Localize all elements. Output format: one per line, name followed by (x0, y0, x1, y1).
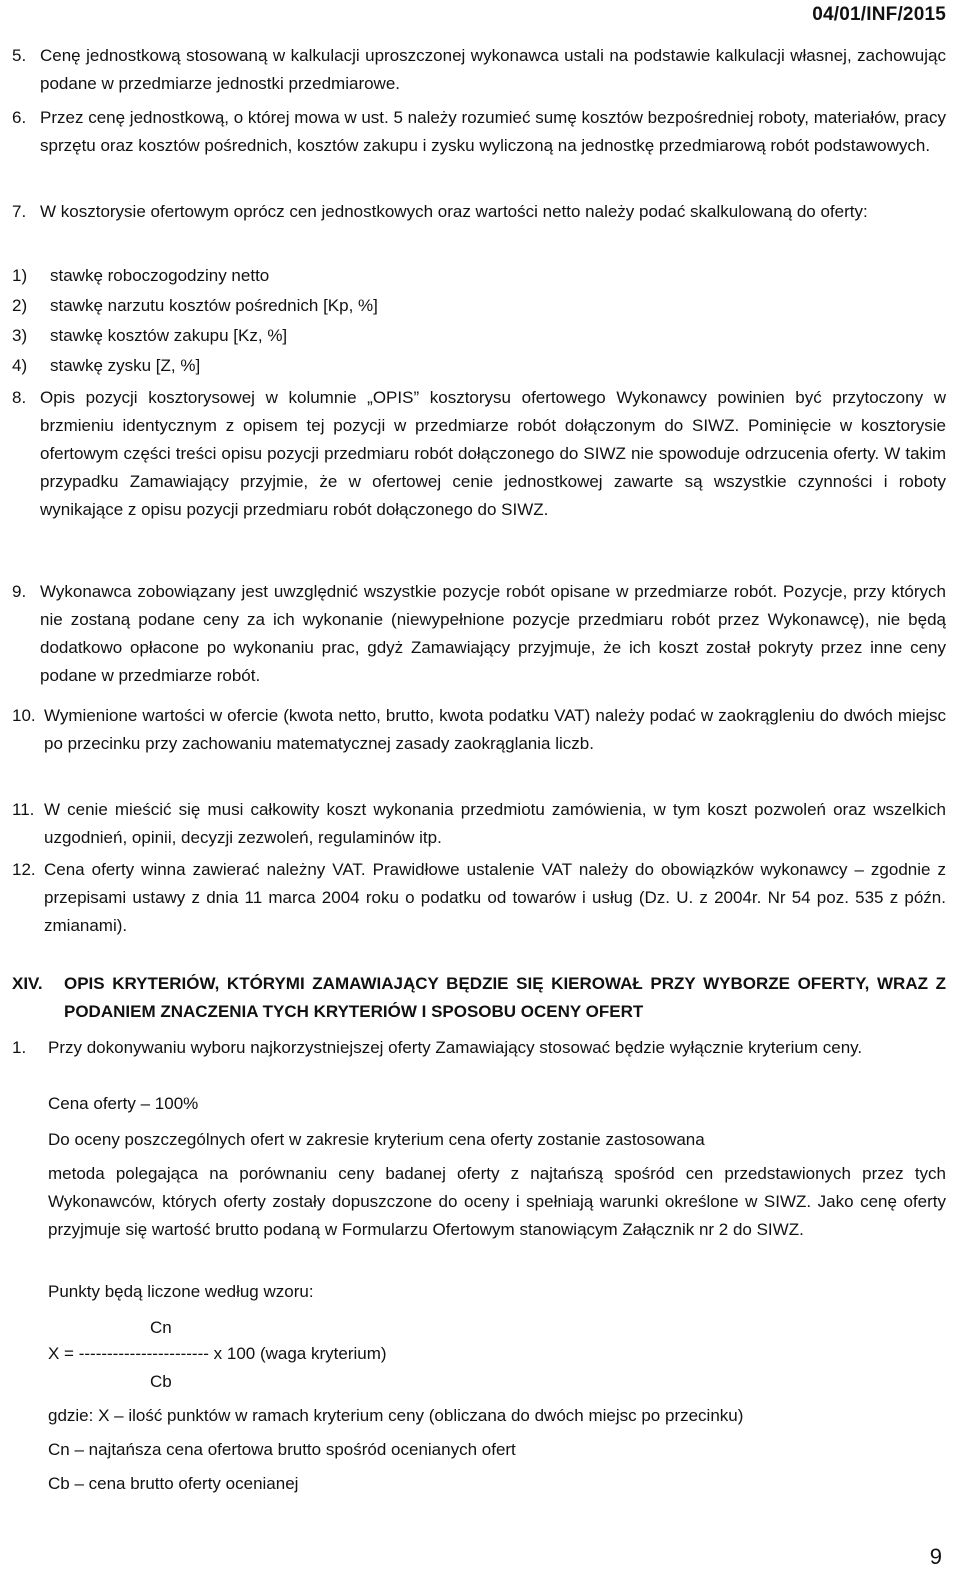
formula-denominator: Cb (150, 1372, 172, 1391)
item-number: 12. (12, 860, 36, 879)
definition-cb: Cb – cena brutto oferty ocenianej (48, 1474, 299, 1493)
item-text: Przez cenę jednostkową, o której mowa w ust. 5 należy rozumieć sumę kosztów bezpośredniej roboty, materiałów, pracy sprzętu oraz kosztów pośrednich, kosztów zakupu i zysku wyliczoną na jednostkę przedmiarową robót podstawowych. (40, 108, 946, 155)
formula-intro: Punkty będą liczone według wzoru: (48, 1282, 314, 1301)
sublist-item (12, 262, 712, 290)
document-code: 04/01/INF/2015 (812, 4, 946, 25)
sublist-item (12, 292, 712, 320)
criteria-item-1 (12, 1034, 946, 1062)
item-text: Przy dokonywaniu wyboru najkorzystniejszej oferty Zamawiający stosować będzie wyłącznie kryterium ceny. (48, 1038, 863, 1057)
list-item-11 (12, 796, 946, 852)
section-title: OPIS KRYTERIÓW, KTÓRYMI ZAMAWIAJĄCY BĘDZIE SIĘ KIEROWAŁ PRZY WYBORZE OFERTY, WRAZ Z PODANIEM ZNACZENIA TYCH KRYTERIÓW I SPOSOBU OCENY OFERT (64, 974, 946, 1021)
evaluation-paragraph-2: metoda polegająca na porównaniu ceny badanej oferty z najtańszą spośród cen przedstawionych przez tych Wykonawców, których oferty zostały dopuszczone do oceny i spełniają warunki określone w SIWZ. Jako cenę oferty przyjmuje się wartość brutto podaną w Formularzu Ofertowym stanowiącym Załącznik nr 2 do SIWZ. (48, 1164, 946, 1239)
formula-line: X = ----------------------- x 100 (waga kryterium) (48, 1344, 387, 1363)
list-item-10 (12, 702, 946, 758)
sublist-item (12, 322, 712, 350)
list-item-9 (12, 578, 946, 690)
definition-x: gdzie: X – ilość punktów w ramach kryterium ceny (obliczana do dwóch miejsc po przecinku) (48, 1406, 744, 1425)
sublist-item (12, 352, 712, 380)
sublist-number: 4) (12, 356, 28, 375)
section-roman-numeral: XIV. (12, 974, 43, 993)
sublist-text: stawkę kosztów zakupu [Kz, %] (50, 326, 288, 345)
price-weight: Cena oferty – 100% (48, 1094, 199, 1113)
item-number: 8. (12, 388, 27, 407)
list-item-7 (12, 198, 946, 226)
item-text: Cenę jednostkową stosowaną w kalkulacji uproszczonej wykonawca ustali na podstawie kalkulacji własnej, zachowując podane w przedmiarze jednostki przedmiarowe. (40, 46, 946, 93)
list-item-12 (12, 856, 946, 940)
definition-cn: Cn – najtańsza cena ofertowa brutto spośród ocenianych ofert (48, 1440, 516, 1459)
item-number: 5. (12, 46, 27, 65)
item-number: 11. (12, 800, 35, 819)
item-number: 10. (12, 706, 36, 725)
item-text: Wykonawca zobowiązany jest uwzględnić wszystkie pozycje robót opisane w przedmiarze robót. Pozycje, przy których nie zostaną podane ceny za ich wykonanie (niewypełnione pozycje przedmiaru robót przez Wykonawcę), nie będą dodatkowo opłacone po wykonaniu prac, gdyż Zamawiający przyjmuje, że ich koszt został pokryty przez inne ceny podane w przedmiarze robót. (40, 582, 946, 685)
list-item-6 (12, 104, 946, 160)
formula-numerator: Cn (150, 1318, 172, 1337)
section-heading (12, 970, 946, 1026)
list-item-8 (12, 384, 946, 524)
item-text: Cena oferty winna zawierać należny VAT. Prawidłowe ustalenie VAT należy do obowiązków wykonawcy – zgodnie z przepisami ustawy z dnia 11 marca 2004 roku o podatku od towarów i usług (Dz. U. z 2004r. Nr 54 poz. 535 z późn. zmianami). (44, 860, 946, 935)
item-text: Opis pozycji kosztorysowej w kolumnie „OPIS” kosztorysu ofertowego Wykonawcy powinien być przytoczony w brzmieniu identycznym z opisem tej pozycji w przedmiarze robót dołączonym do SIWZ. Pominięcie w kosztorysie ofertowym części treści opisu pozycji przedmiaru robót dołączonego do SIWZ nie spowoduje odrzucenia oferty. W takim przypadku Zamawiający przyjmie, że w ofertowej cenie jednostkowej zawarte są wszystkie czynności i roboty wynikające z opisu pozycji przedmiaru robót dołączonego do SIWZ. (40, 388, 946, 519)
sublist-text: stawkę narzutu kosztów pośrednich [Kp, %] (50, 296, 378, 315)
list-item-5 (12, 42, 946, 98)
item-text: W kosztorysie ofertowym oprócz cen jednostkowych oraz wartości netto należy podać skalkulowaną do oferty: (40, 202, 868, 221)
page-number: 9 (929, 1544, 942, 1569)
sublist-text: stawkę roboczogodziny netto (50, 266, 270, 285)
evaluation-paragraph-1: Do oceny poszczególnych ofert w zakresie kryterium cena oferty zostanie zastosowana (48, 1130, 705, 1149)
item-text: Wymienione wartości w ofercie (kwota netto, brutto, kwota podatku VAT) należy podać w zaokrągleniu do dwóch miejsc po przecinku przy zachowaniu matematycznej zasady zaokrąglania liczb. (44, 706, 946, 753)
rate-sublist (12, 262, 712, 380)
sublist-text: stawkę zysku [Z, %] (50, 356, 201, 375)
item-number: 1. (12, 1038, 27, 1057)
sublist-number: 2) (12, 296, 28, 315)
sublist-number: 3) (12, 326, 28, 345)
item-number: 9. (12, 582, 27, 601)
item-number: 7. (12, 202, 27, 221)
sublist-number: 1) (12, 266, 28, 285)
item-text: W cenie mieścić się musi całkowity koszt wykonania przedmiotu zamówienia, w tym koszt pozwoleń oraz wszelkich uzgodnień, opinii, decyzji zezwoleń, regulaminów itp. (44, 800, 946, 847)
item-number: 6. (12, 108, 27, 127)
